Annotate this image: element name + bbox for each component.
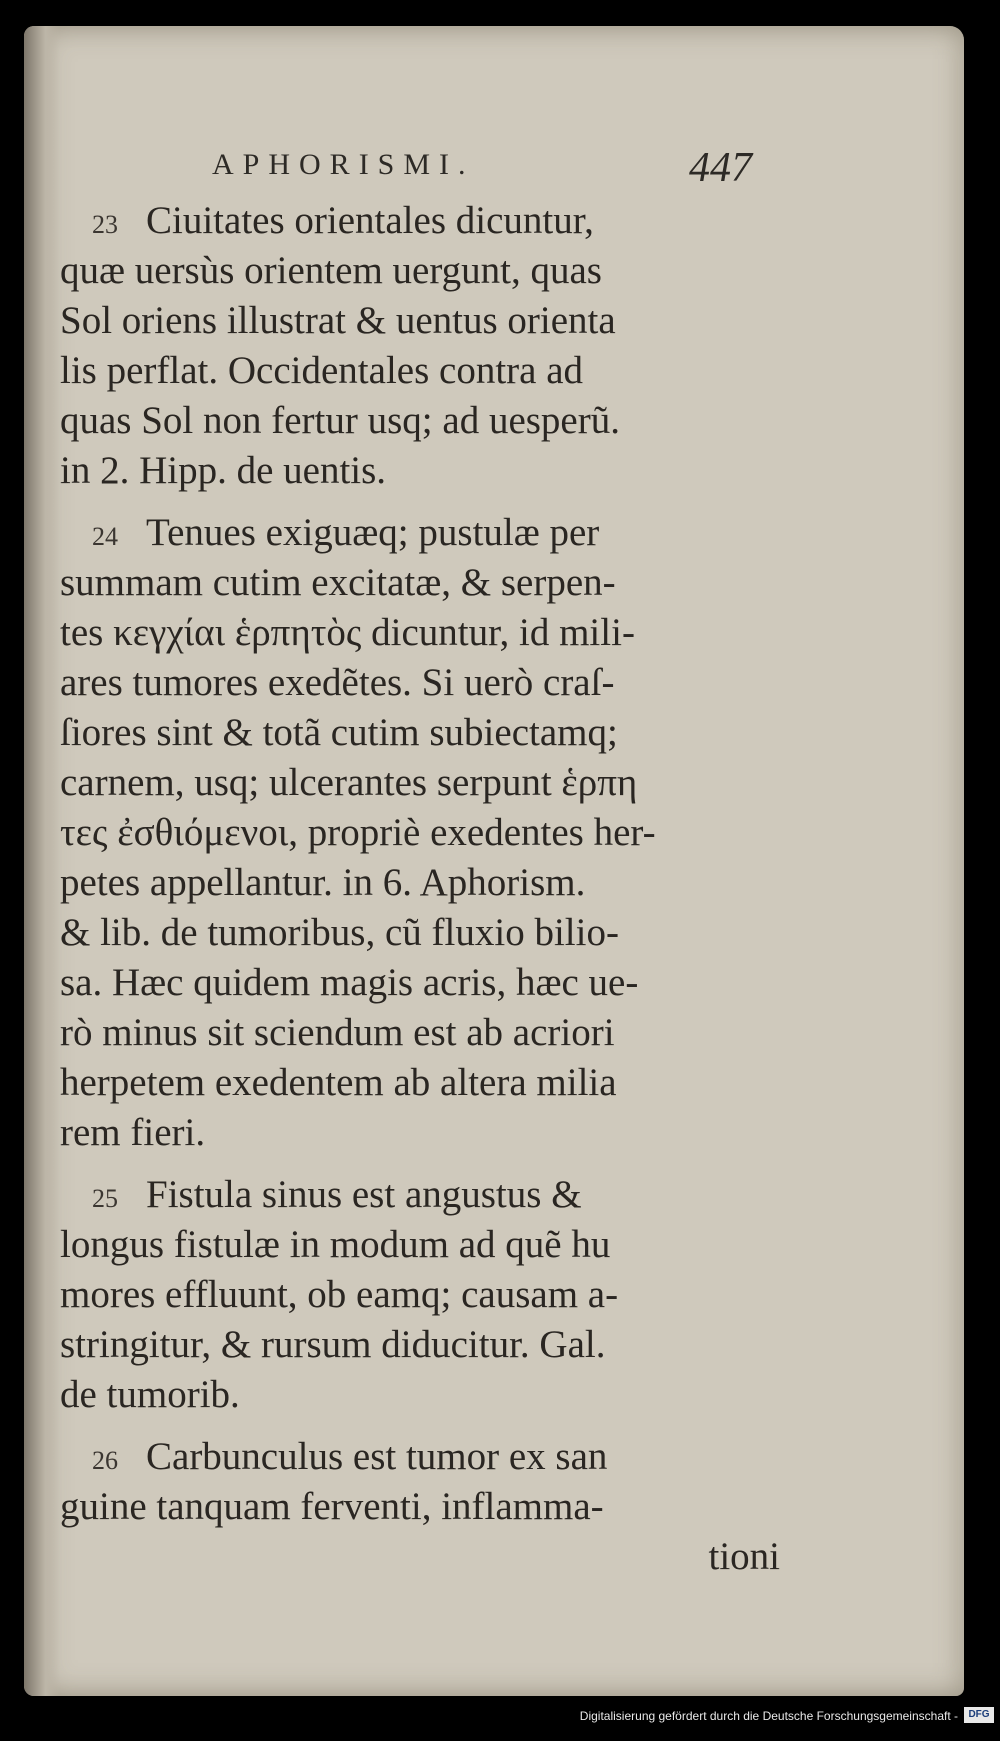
aphorism-number: 23 — [92, 210, 118, 239]
digitization-footer — [0, 1705, 1000, 1727]
aphorism-number: 24 — [92, 522, 118, 551]
funding-credit: Digitalisierung gefördert durch die Deutsche Forschungsgemeinschaft - — [579, 1709, 958, 1723]
catchword: tioni — [708, 1535, 780, 1578]
text-line: mores effluunt, ob eamq; causam a- — [60, 1273, 619, 1316]
text-line: 24 Tenues exiguæq; pustulæ per — [92, 511, 600, 554]
text-line: 25 Fistula sinus est angustus & — [92, 1173, 582, 1216]
text-line: rò minus sit sciendum est ab acriori — [60, 1011, 615, 1054]
page-header — [212, 144, 752, 194]
text-line: longus fistulæ in modum ad quẽ hu — [60, 1223, 611, 1266]
text-line: & lib. de tumoribus, cũ fluxio bilio- — [60, 911, 619, 954]
text-line: 23 Ciuitates orientales dicuntur, — [92, 199, 594, 242]
text-line: ares tumores exedẽtes. Si uerò craſ- — [60, 661, 615, 704]
running-head: APHORISMI. — [212, 148, 475, 181]
text-line: quas Sol non fertur usq; ad uesperũ. — [60, 399, 620, 442]
text-line: tes κεγχίαι ἑρπητὸς dicuntur, id mili- — [60, 611, 635, 654]
dfg-logo: DFG — [964, 1707, 994, 1723]
text-line: 26 Carbunculus est tumor ex san — [92, 1435, 608, 1478]
page-gutter-shadow — [24, 26, 60, 1696]
text-line: summam cutim excitatæ, & serpen- — [60, 561, 616, 604]
page-body — [60, 196, 780, 1582]
text-line: τες ἐσθιόμενοι, propriè exedentes her- — [60, 811, 656, 854]
page-number: 447 — [689, 145, 752, 191]
text-line: herpetem exedentem ab altera milia — [60, 1061, 617, 1104]
text-line: sa. Hæc quidem magis acris, hæc ue- — [60, 961, 639, 1004]
text-line: ſiores sint & totã cutim subiectamq; — [60, 711, 618, 754]
text-line: stringitur, & rursum diducitur. Gal. — [60, 1323, 606, 1366]
text-line: quæ uersùs orientem uergunt, quas — [60, 249, 602, 292]
text-line: Sol oriens illustrat & uentus orienta — [60, 299, 616, 342]
text-line: petes appellantur. in 6. Aphorism. — [60, 861, 586, 904]
text-line: in 2. Hipp. de uentis. — [60, 449, 387, 492]
aphorism-number: 26 — [92, 1446, 118, 1475]
text-line: rem fieri. — [60, 1111, 206, 1154]
aphorism-number: 25 — [92, 1184, 118, 1213]
text-line: lis perflat. Occidentales contra ad — [60, 349, 584, 392]
book-page — [24, 26, 964, 1696]
text-line: carnem, usq; ulcerantes serpunt ἑρπη — [60, 761, 638, 804]
text-line: guine tanquam ferventi, inflamma- — [60, 1485, 604, 1528]
text-line: de tumorib. — [60, 1373, 240, 1416]
